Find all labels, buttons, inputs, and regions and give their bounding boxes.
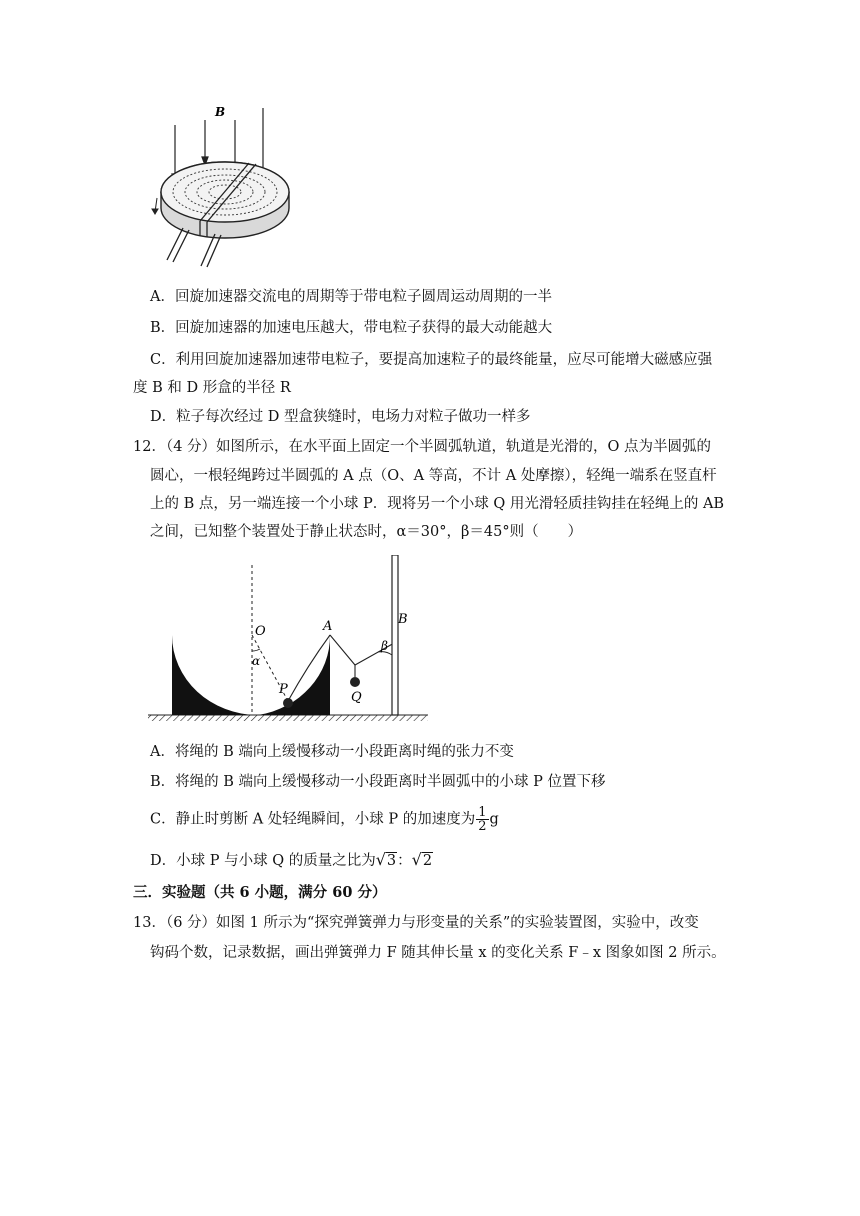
q12-option-c [150,806,499,833]
fraction-numerator: 1 [478,805,487,820]
q12-stem-line1: 12．（4 分）如图所示，在水平面上固定一个半圆弧轨道，轨道是光滑的，O 点为半圆弧的 [133,439,712,455]
q12-option-d-text: D．小球 P 与小球 Q 的质量之比为 [150,853,376,869]
track-label-a: A [323,619,333,634]
track-figure [148,555,433,727]
cyclotron-label-b: B [215,105,226,119]
q13-stem-line2: 钩码个数，记录数据，画出弹簧弹力 F 随其伸长量 x 的变化关系 F﹣x 图象如图 2 所示。 [150,945,726,961]
q12-stem-line3: 上的 B 点，另一端连接一个小球 P．现将另一个小球 Q 用光滑轻质挂钩挂在轻绳上的 AB [150,496,725,512]
sqrt-two: √2 [411,850,433,869]
q11-option-c-line1: C．利用回旋加速器加速带电粒子，要提高加速粒子的最终能量，应尽可能增大磁感应强 [150,352,713,368]
q13-stem-line1: 13．（6 分）如图 1 所示为“探究弹簧弹力与形变量的关系”的实验装置图，实验中，改变 [133,915,699,931]
q11-option-c-line2: 度 B 和 D 形盒的半径 R [133,380,291,396]
track-label-alpha: α [252,654,261,668]
cyclotron-figure [145,100,295,270]
q12-option-b: B．将绳的 B 端向上缓慢移动一小段距离时半圆弧中的小球 P 位置下移 [150,774,606,790]
track-label-p: P [279,682,288,697]
sqrt-three-value: 3 [386,853,397,869]
fraction-denominator: 2 [478,819,487,834]
q11-option-b: B．回旋加速器的加速电压越大，带电粒子获得的最大动能越大 [150,320,553,336]
q12-option-d [150,850,433,871]
ratio-separator: ： [397,853,412,869]
q12-stem-line2: 圆心，一根轻绳跨过半圆弧的 A 点（O、A 等高，不计 A 处摩擦），轻绳一端系在竖直杆 [150,468,717,484]
sqrt-three: √3 [375,850,397,869]
q12-option-c-fraction [476,806,488,833]
track-label-q: Q [351,690,362,705]
q12-option-a: A．将绳的 B 端向上缓慢移动一小段距离时绳的张力不变 [150,744,514,760]
track-label-o: O [255,624,266,639]
section-title: 三．实验题（共 6 小题，满分 60 分） [133,884,387,901]
sqrt-two-value: 2 [422,853,433,869]
track-label-beta: β [381,639,388,653]
track-label-b: B [398,612,408,627]
q12-option-c-unit: g [489,811,499,828]
q11-option-d: D．粒子每次经过 D 型盒狭缝时，电场力对粒子做功一样多 [150,409,531,425]
q12-option-c-text: C．静止时剪断 A 处轻绳瞬间，小球 P 的加速度为 [150,811,476,828]
q12-stem-line4: 之间，已知整个装置处于静止状态时，α＝30°，β＝45°则（ ） [150,524,583,540]
q11-option-a: A．回旋加速器交流电的周期等于带电粒子圆周运动周期的一半 [150,289,552,305]
